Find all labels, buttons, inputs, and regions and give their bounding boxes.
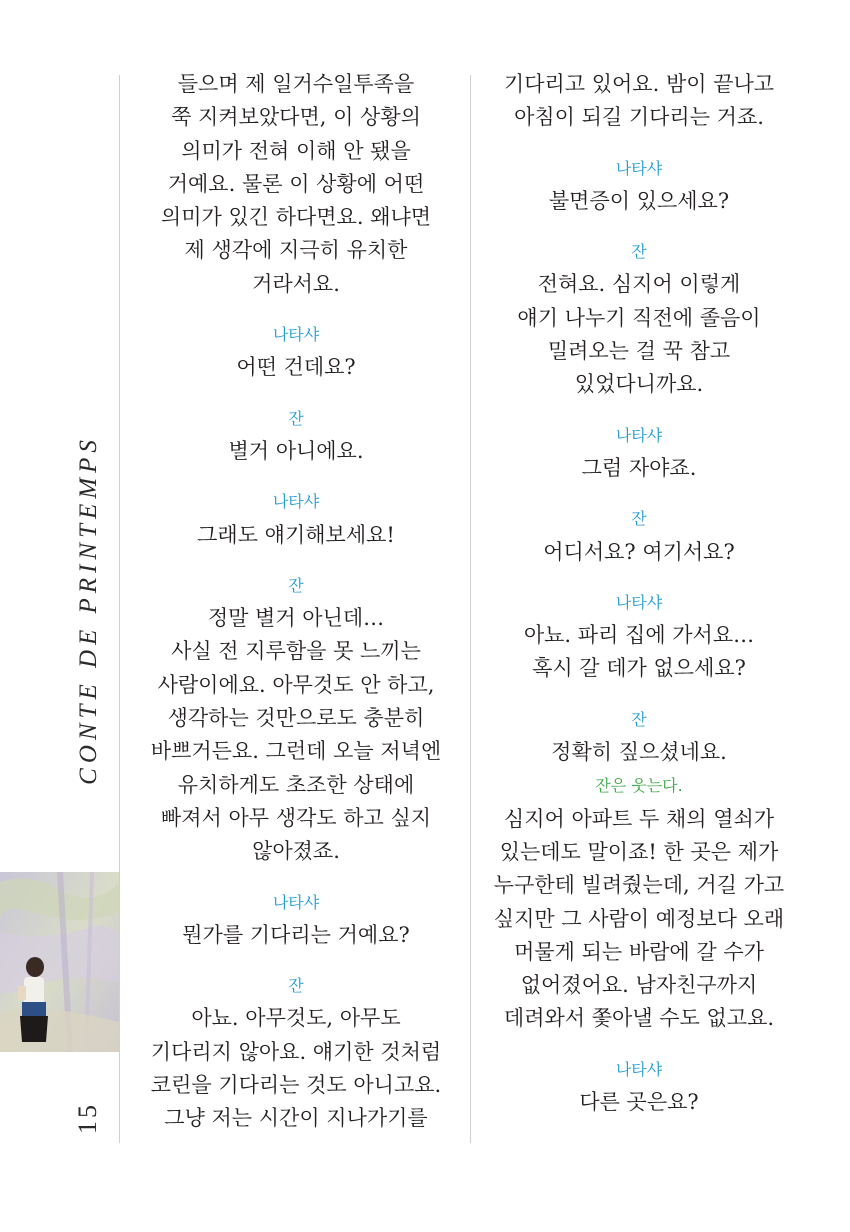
dialogue-line: 혹시 갈 데가 없으세요?: [532, 656, 746, 681]
speaker-name: 나타샤: [272, 492, 320, 512]
dialogue-line: 전혀요. 심지어 이렇게: [537, 272, 741, 297]
dialogue-line: 않아졌죠.: [252, 839, 340, 864]
column-divider: [470, 75, 471, 1143]
dialogue-line: 정확히 짚으셨네요.: [551, 740, 727, 765]
dialogue-line: 불면증이 있으세요?: [548, 188, 730, 213]
dialogue-line: 아뇨. 파리 집에 가서요…: [523, 623, 755, 648]
dialogue-line: 심지어 아파트 두 채의 열쇠가: [503, 806, 775, 831]
stage-direction: 잔은 웃는다.: [595, 776, 683, 796]
dialogue-line: 그래도 얘기해보세요!: [197, 522, 395, 547]
dialogue-line: 있었다니까요.: [574, 372, 704, 397]
dialogue-line: 어디서요? 여기서요?: [543, 539, 735, 564]
dialogue-line: 그럼 자야죠.: [581, 455, 697, 480]
dialogue-line: 그냥 저는 시간이 지나가기를: [164, 1106, 428, 1131]
dialogue-line: 사람이에요. 아무것도 안 하고,: [157, 672, 435, 697]
speaker-name: 나타샤: [615, 425, 663, 445]
dialogue-line: 머물게 되는 바람에 갈 수가: [514, 939, 764, 964]
painting-illustration: [0, 872, 119, 1052]
dialogue-line: 빠져서 아무 생각도 하고 싶지: [160, 805, 432, 830]
dialogue-line: 어떤 건데요?: [236, 355, 356, 380]
speaker-name: 나타샤: [615, 158, 663, 178]
dialogue-line: 밀려오는 걸 꾹 참고: [547, 339, 731, 364]
dialogue-line: 의미가 있긴 하다면요. 왜냐면: [160, 205, 432, 230]
speaker-name: 나타샤: [272, 892, 320, 912]
dialogue-line: 사실 전 지루함을 못 느끼는: [171, 639, 421, 664]
dialogue-line: 바쁘거든요. 그런데 오늘 저녁엔: [150, 739, 442, 764]
dialogue-line: 쭉 지켜보았다면, 이 상황의: [171, 105, 421, 130]
dialogue-line: 제 생각에 지극히 유치한: [184, 238, 408, 263]
dialogue-line: 없어졌어요. 남자친구까지: [520, 973, 758, 998]
dialogue-line: 아뇨. 아무것도, 아무도: [191, 1006, 401, 1031]
dialogue-line: 누구한테 빌려줬는데, 거길 가고: [493, 873, 785, 898]
speaker-name: 잔: [631, 509, 647, 529]
dialogue-line: 들으며 제 일거수일투족을: [177, 72, 415, 96]
dialogue-line: 정말 별거 아닌데…: [207, 606, 385, 631]
speaker-name: 잔: [631, 242, 647, 262]
dialogue-line: 얘기 나누기 직전에 졸음이: [517, 305, 761, 330]
right-text-column: [483, 68, 795, 1119]
dialogue-line: 기다리지 않아요. 얘기한 것처럼: [150, 1039, 442, 1064]
speaker-name: 나타샤: [615, 592, 663, 612]
dialogue-line: 의미가 전혀 이해 안 됐을: [181, 138, 411, 163]
dialogue-line: 기다리고 있어요. 밤이 끝나고: [503, 72, 775, 96]
speaker-name: 잔: [288, 408, 304, 428]
speaker-name: 잔: [288, 575, 304, 595]
dialogue-line: 유치하게도 초조한 상태에: [177, 772, 415, 797]
dialogue-line: 싶지만 그 사람이 예정보다 오래: [493, 906, 785, 931]
dialogue-line: 다른 곳은요?: [579, 1090, 699, 1115]
speaker-name: 나타샤: [272, 325, 320, 345]
speaker-name: 잔: [288, 976, 304, 996]
dialogue-line: 코린을 기다리는 것도 아니고요.: [150, 1073, 442, 1098]
dialogue-line: 뭔가를 기다리는 거예요?: [182, 922, 410, 947]
dialogue-line: 아침이 되길 기다리는 거죠.: [514, 105, 764, 130]
dialogue-line: 거라서요.: [252, 271, 340, 296]
running-title: CONTE DE PRINTEMPS: [75, 435, 102, 785]
dialogue-line: 데려와서 쫓아낼 수도 없고요.: [503, 1006, 775, 1031]
dialogue-line: 별거 아니에요.: [228, 438, 364, 463]
page-number: 15: [73, 1102, 102, 1134]
dialogue-line: 있는데도 말이죠! 한 곳은 제가: [499, 839, 779, 864]
speaker-name: 잔: [631, 709, 647, 729]
dialogue-line: 생각하는 것만으로도 충분히: [167, 706, 425, 731]
left-text-column: [140, 68, 452, 1136]
left-margin-rule: [119, 75, 120, 1143]
speaker-name: 나타샤: [615, 1059, 663, 1079]
dialogue-line: 거예요. 물론 이 상황에 어떤: [167, 171, 425, 196]
